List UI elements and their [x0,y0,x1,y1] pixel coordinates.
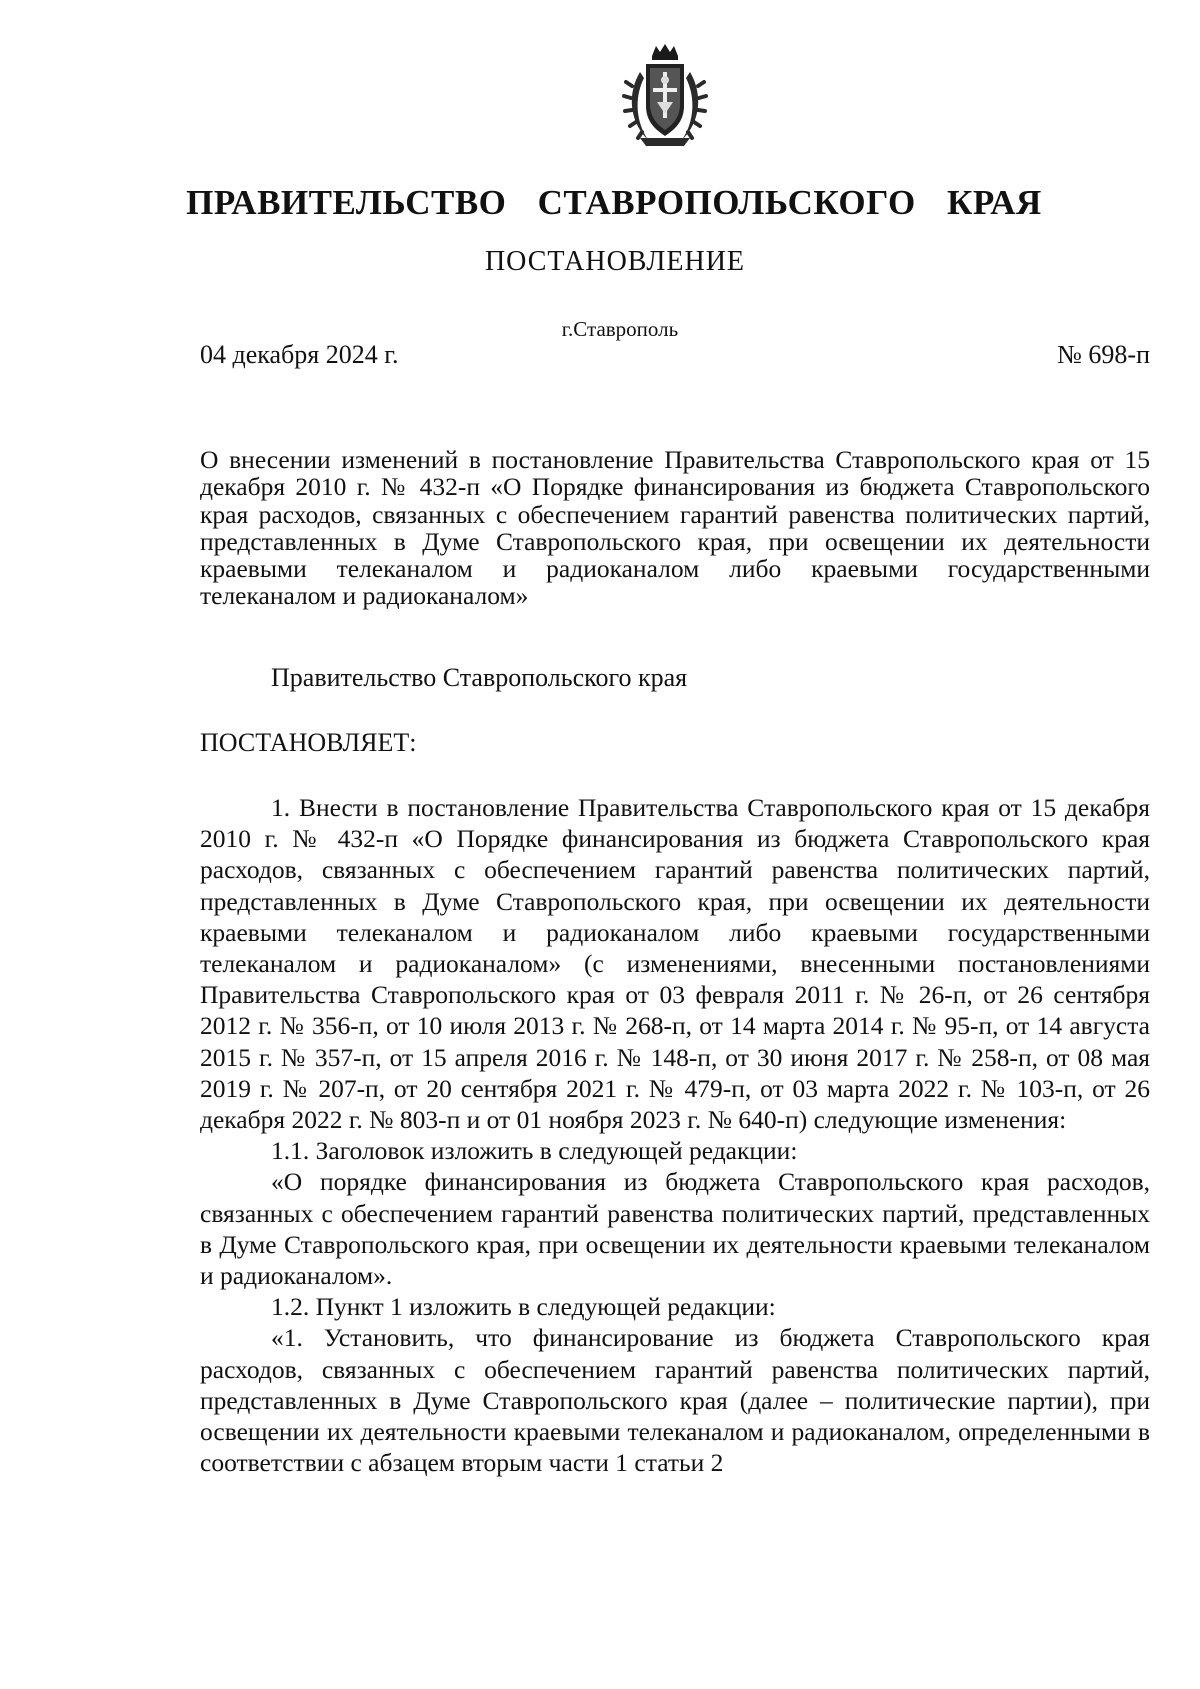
document-number: № 698-п [1057,340,1150,369]
paragraph-1-1-text: «О порядке финансирования из бюджета Ставропольского края расходов, связанных с обеспечением гарантий равенства политических партий, представленных в Думе Ставропольского края, при освещении их деятельности краевыми телеканалом и радиоканалом». [200,1167,1150,1291]
document-city: г.Ставрополь [561,317,679,341]
government-title: ПРАВИТЕЛЬСТВО СТАВРОПОЛЬСКОГО КРАЯ [186,183,1042,222]
coat-of-arms-emblem [622,42,708,148]
paragraph-1-2-text: «1. Установить, что финансирование из бюджета Ставропольского края расходов, связанных с обеспечением гарантий равенства политических партий, представленных в Думе Ставропольского края (далее – политические партии), при освещении их деятельности краевыми телеканалом и радиоканалом, определенными в соответствии с абзацем вторым части 1 статьи 2 [200,1323,1150,1478]
document-body [200,792,1150,1478]
preamble: Правительство Ставропольского края [271,663,688,692]
document-subject: О внесении изменений в постановление Правительства Ставропольского края от 15 декабря 2010 г. № 432-п «О Порядке финансирования из бюджета Ставропольского края расходов, связанных с обеспечением гарантий равенства политических партий, представленных в Думе Ставропольского края, при освещении их деятельности краевыми телеканалом и радиоканалом либо краевыми государственными телеканалом и радиоканалом» [200,445,1150,611]
resolves-heading: ПОСТАНОВЛЯЕТ: [200,728,417,757]
paragraph-1-1: 1.1. Заголовок изложить в следующей редакции: [271,1136,798,1166]
document-type: ПОСТАНОВЛЕНИЕ [484,246,746,277]
paragraph-1: 1. Внести в постановление Правительства Ставропольского края от 15 декабря 2010 г. № 432-п «О Порядке финансирования из бюджета Ставропольского края расходов, связанных с обеспечением гарантий равенства политических партий, представленных в Думе Ставропольского края, при освещении их деятельности краевыми телеканалом и радиоканалом либо краевыми государственными телеканалом и радиоканалом» (с изменениями, внесенными постановлениями Правительства Ставропольского края от 03 февраля 2011 г. № 26-п, от 26 сентября 2012 г. № 356-п, от 10 июля 2013 г. № 268-п, от 14 марта 2014 г. № 95-п, от 14 августа 2015 г. № 357-п, от 15 апреля 2016 г. № 148-п, от 30 июня 2017 г. № 258-п, от 08 мая 2019 г. № 207-п, от 20 сентября 2021 г. № 479-п, от 03 марта 2022 г. № 103-п, от 26 декабря 2022 г. № 803-п и от 01 ноября 2023 г. № 640-п) следующие изменения: [200,793,1150,1135]
paragraph-1-2: 1.2. Пункт 1 изложить в следующей редакции: [271,1292,776,1322]
document-date: 04 декабря 2024 г. [200,340,399,369]
